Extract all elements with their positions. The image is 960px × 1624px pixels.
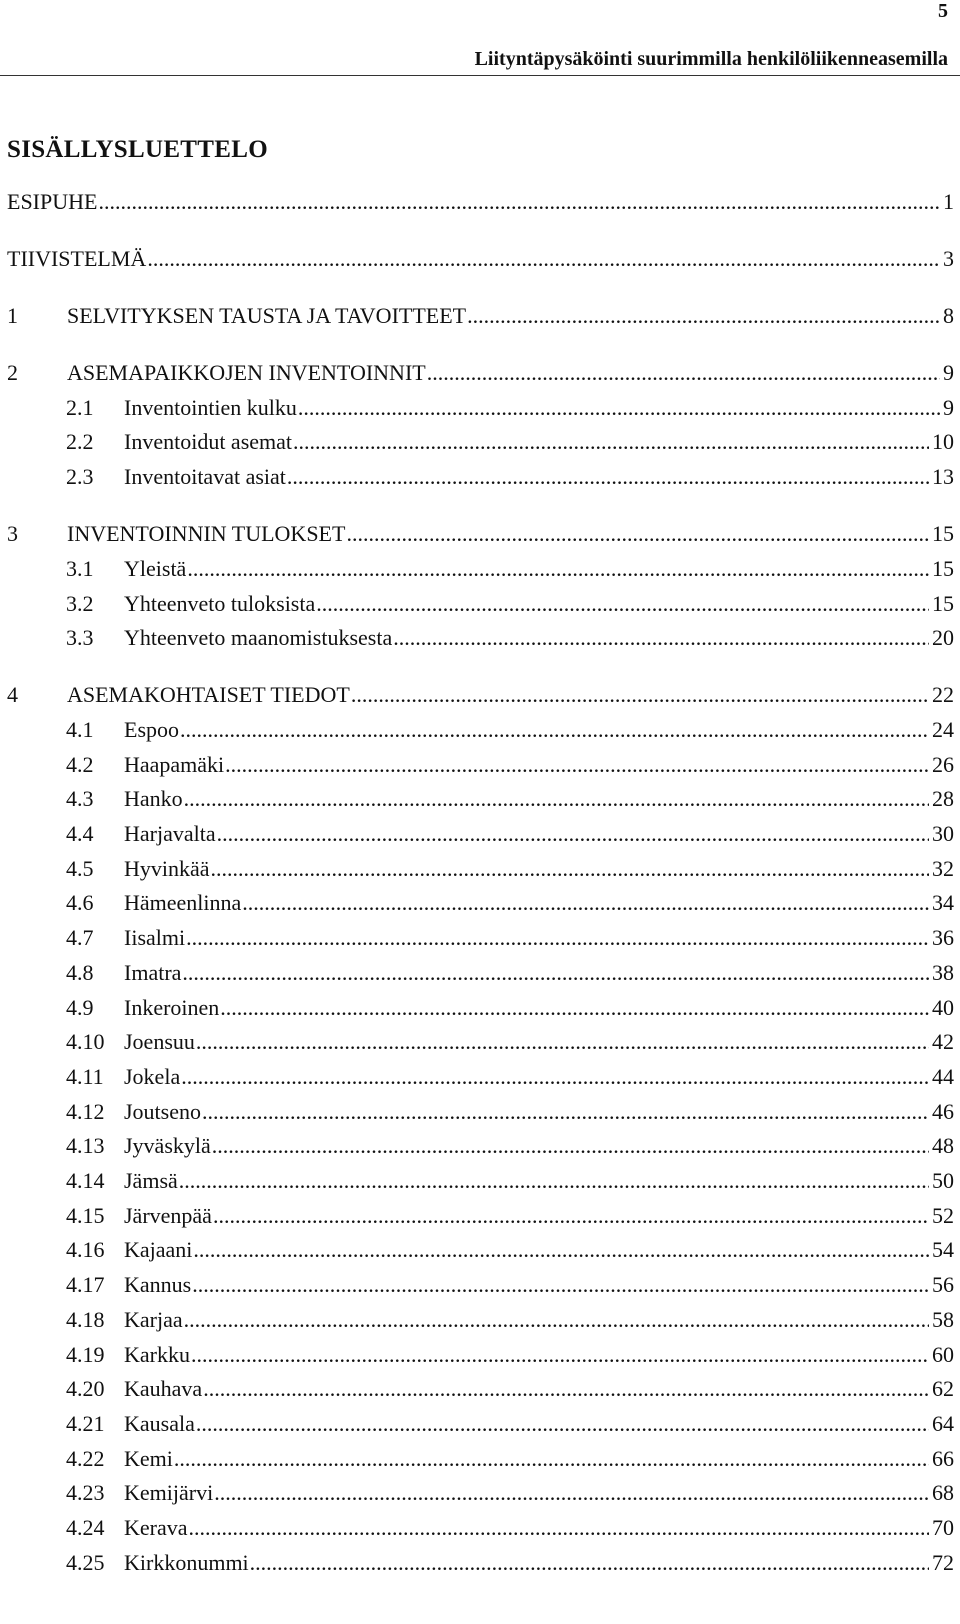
dot-leader (186, 923, 929, 953)
toc-entry (66, 1201, 954, 1231)
toc-entry-number: 4.23 (66, 1480, 105, 1505)
toc-entry-label: ESIPUHE (7, 189, 98, 214)
dot-leader (182, 958, 929, 988)
dot-leader (189, 1513, 929, 1543)
toc-entry-page: 9 (943, 360, 954, 385)
toc-entry-page: 56 (932, 1272, 954, 1297)
toc-entry-number: 4.16 (66, 1237, 105, 1262)
toc-entry (7, 301, 954, 331)
toc-entry (66, 1374, 954, 1404)
toc-entry (66, 923, 954, 953)
toc-entry-page: 58 (932, 1307, 954, 1332)
toc-entry-number: 1 (7, 303, 18, 328)
toc-entry (66, 623, 954, 653)
toc-entry-page: 72 (932, 1550, 954, 1575)
toc-entry-page: 62 (932, 1376, 954, 1401)
toc-entry-page: 66 (932, 1446, 954, 1471)
toc-entry-label: Kausala (124, 1411, 195, 1436)
toc-entry-label: Jyväskylä (124, 1133, 211, 1158)
toc-entry-number: 4.15 (66, 1203, 105, 1228)
toc-entry-page: 30 (932, 821, 954, 846)
toc-entry-number: 3.3 (66, 625, 94, 650)
dot-leader (174, 1444, 929, 1474)
toc-entry-number: 3.1 (66, 556, 94, 581)
toc-entry (66, 1340, 954, 1370)
dot-leader (213, 1201, 929, 1231)
dot-leader (192, 1270, 929, 1300)
toc-entry-label: Kajaani (124, 1237, 193, 1262)
toc-entry-label: Karjaa (124, 1307, 183, 1332)
dot-leader (202, 1097, 929, 1127)
toc-entry (66, 1131, 954, 1161)
toc-entry-label: Joensuu (124, 1029, 195, 1054)
toc-entry (66, 462, 954, 492)
toc-entry (66, 1478, 954, 1508)
toc-entry (66, 1270, 954, 1300)
toc-entry-number: 2.2 (66, 429, 94, 454)
toc-entry-page: 13 (932, 464, 954, 489)
toc-entry (66, 888, 954, 918)
toc-entry-number: 4.3 (66, 786, 94, 811)
toc-entry-label: Kerava (124, 1515, 188, 1540)
toc-entry-label: Kauhava (124, 1376, 203, 1401)
toc-entry-page: 34 (932, 890, 954, 915)
toc-entry-label: Jämsä (124, 1168, 178, 1193)
toc-entry-page: 60 (932, 1342, 954, 1367)
toc-entry-label: Kannus (124, 1272, 192, 1297)
dot-leader (98, 187, 940, 217)
toc-entry-page: 3 (943, 246, 954, 271)
toc-entry-number: 4.24 (66, 1515, 105, 1540)
toc-title: SISÄLLYSLUETTELO (7, 136, 268, 163)
toc-entry (66, 1548, 954, 1578)
toc-entry-label: Karkku (124, 1342, 190, 1367)
toc-entry-number: 4.25 (66, 1550, 105, 1575)
toc-entry-number: 4.20 (66, 1376, 105, 1401)
toc-entry (66, 1027, 954, 1057)
toc-entry-label: Järvenpää (124, 1203, 212, 1228)
toc-entry (66, 393, 954, 423)
toc-entry-label: Yhteenveto tuloksista (124, 591, 316, 616)
toc-entry-number: 4.13 (66, 1133, 105, 1158)
toc-entry (66, 589, 954, 619)
toc-entry-number: 3 (7, 521, 18, 546)
toc-entry (66, 554, 954, 584)
toc-entry (66, 427, 954, 457)
page-number: 5 (938, 0, 948, 22)
toc-entry-label: Jokela (124, 1064, 181, 1089)
toc-entry-number: 4.4 (66, 821, 94, 846)
toc-entry-number: 4.8 (66, 960, 94, 985)
toc-entry-label: Yleistä (124, 556, 187, 581)
toc-entry-number: 4.2 (66, 752, 94, 777)
toc-entry (66, 958, 954, 988)
toc-entry-label: ASEMAKOHTAISET TIEDOT (67, 682, 350, 707)
toc-entry-label: Hämeenlinna (124, 890, 242, 915)
dot-leader (214, 1478, 929, 1508)
toc-entry-label: Inkeroinen (124, 995, 220, 1020)
toc-entry-page: 54 (932, 1237, 954, 1262)
dot-leader (351, 680, 929, 710)
toc-entry (66, 1062, 954, 1092)
dot-leader (211, 854, 929, 884)
dot-leader (217, 819, 929, 849)
toc-entry-page: 24 (932, 717, 954, 742)
toc-entry-number: 4.18 (66, 1307, 105, 1332)
toc-entry-page: 8 (943, 303, 954, 328)
toc-entry-label: INVENTOINNIN TULOKSET (67, 521, 346, 546)
toc-entry-number: 4.12 (66, 1099, 105, 1124)
dot-leader (184, 784, 929, 814)
dot-leader (346, 519, 929, 549)
dot-leader (242, 888, 929, 918)
dot-leader (187, 554, 929, 584)
toc-entry (66, 1235, 954, 1265)
dot-leader (287, 462, 929, 492)
dot-leader (203, 1374, 929, 1404)
dot-leader (181, 1062, 929, 1092)
toc-entry (7, 187, 954, 217)
dot-leader (191, 1340, 929, 1370)
toc-entry-page: 20 (932, 625, 954, 650)
toc-entry-number: 4.6 (66, 890, 94, 915)
dot-leader (179, 1166, 929, 1196)
toc-entry-number: 4 (7, 682, 18, 707)
toc-entry (66, 1305, 954, 1335)
toc-entry-label: Harjavalta (124, 821, 216, 846)
toc-entry-page: 28 (932, 786, 954, 811)
dot-leader (220, 993, 929, 1023)
toc-entry-label: Haapamäki (124, 752, 225, 777)
toc-entry-page: 50 (932, 1168, 954, 1193)
running-header: Liityntäpysäköinti suurimmilla henkilöliikenneasemilla (474, 48, 948, 70)
dot-leader (147, 244, 940, 274)
toc-entry-label: Kirkkonummi (124, 1550, 249, 1575)
dot-leader (467, 301, 940, 331)
dot-leader (250, 1548, 929, 1578)
toc-entry (66, 819, 954, 849)
toc-entry-page: 15 (932, 556, 954, 581)
toc-entry-label: TIIVISTELMÄ (7, 246, 147, 271)
toc-entry-label: Kemi (124, 1446, 173, 1471)
dot-leader (184, 1305, 929, 1335)
toc-entry-page: 22 (932, 682, 954, 707)
toc-entry-page: 46 (932, 1099, 954, 1124)
toc-entry-label: Yhteenveto maanomistuksesta (124, 625, 393, 650)
toc-entry-number: 4.22 (66, 1446, 105, 1471)
toc-entry-label: Iisalmi (124, 925, 186, 950)
toc-entry-page: 15 (932, 521, 954, 546)
dot-leader (316, 589, 929, 619)
dot-leader (225, 750, 929, 780)
toc-entry-page: 10 (932, 429, 954, 454)
toc-entry (66, 1097, 954, 1127)
toc-entry-page: 68 (932, 1480, 954, 1505)
toc-entry-number: 4.11 (66, 1064, 104, 1089)
toc-entry-label: Inventoidut asemat (124, 429, 293, 454)
toc-entry-number: 4.10 (66, 1029, 105, 1054)
toc-entry-number: 4.7 (66, 925, 94, 950)
toc-entry (66, 1166, 954, 1196)
toc-entry-number: 4.1 (66, 717, 94, 742)
toc-entry (66, 1444, 954, 1474)
toc-entry (66, 854, 954, 884)
toc-entry-page: 64 (932, 1411, 954, 1436)
toc-entry-label: Kemijärvi (124, 1480, 214, 1505)
toc-entry (66, 750, 954, 780)
toc-entry-page: 70 (932, 1515, 954, 1540)
toc-entry-number: 4.21 (66, 1411, 105, 1436)
dot-leader (180, 715, 929, 745)
toc-entry-page: 52 (932, 1203, 954, 1228)
dot-leader (393, 623, 929, 653)
header-divider (0, 75, 960, 76)
toc-entry-page: 32 (932, 856, 954, 881)
dot-leader (212, 1131, 929, 1161)
dot-leader (293, 427, 929, 457)
dot-leader (193, 1235, 929, 1265)
toc-entry-page: 26 (932, 752, 954, 777)
toc-entry (66, 1409, 954, 1439)
toc-entry-label: SELVITYKSEN TAUSTA JA TAVOITTEET (67, 303, 467, 328)
toc-entry-number: 4.5 (66, 856, 94, 881)
toc-entry-number: 2.1 (66, 395, 94, 420)
toc-entry-page: 44 (932, 1064, 954, 1089)
toc-entry-label: Inventointien kulku (124, 395, 297, 420)
toc-entry-label: Imatra (124, 960, 182, 985)
dot-leader (427, 358, 940, 388)
dot-leader (298, 393, 940, 423)
toc-entry (7, 680, 954, 710)
toc-entry-number: 2 (7, 360, 18, 385)
toc-entry-page: 36 (932, 925, 954, 950)
dot-leader (196, 1027, 929, 1057)
toc-entry-page: 15 (932, 591, 954, 616)
toc-entry-number: 2.3 (66, 464, 94, 489)
toc-entry-page: 9 (943, 395, 954, 420)
toc-entry (66, 993, 954, 1023)
toc-entry-label: Hyvinkää (124, 856, 210, 881)
toc-entry (66, 715, 954, 745)
toc-entry (66, 1513, 954, 1543)
toc-entry-label: Hanko (124, 786, 183, 811)
toc-entry (7, 244, 954, 274)
toc-entry-label: Joutseno (124, 1099, 201, 1124)
toc-entry-number: 4.14 (66, 1168, 105, 1193)
toc-entry-label: Espoo (124, 717, 179, 742)
toc-entry (66, 784, 954, 814)
toc-entry-number: 4.19 (66, 1342, 105, 1367)
toc-entry-page: 40 (932, 995, 954, 1020)
toc-entry-label: ASEMAPAIKKOJEN INVENTOINNIT (67, 360, 426, 385)
toc-entry-page: 38 (932, 960, 954, 985)
toc-entry (7, 358, 954, 388)
toc-entry-number: 4.9 (66, 995, 94, 1020)
toc-entry-number: 3.2 (66, 591, 94, 616)
dot-leader (196, 1409, 929, 1439)
toc-entry-label: Inventoitavat asiat (124, 464, 286, 489)
toc-entry-page: 42 (932, 1029, 954, 1054)
toc-entry (7, 519, 954, 549)
toc-entry-number: 4.17 (66, 1272, 105, 1297)
toc-entry-page: 48 (932, 1133, 954, 1158)
toc-entry-page: 1 (943, 189, 954, 214)
